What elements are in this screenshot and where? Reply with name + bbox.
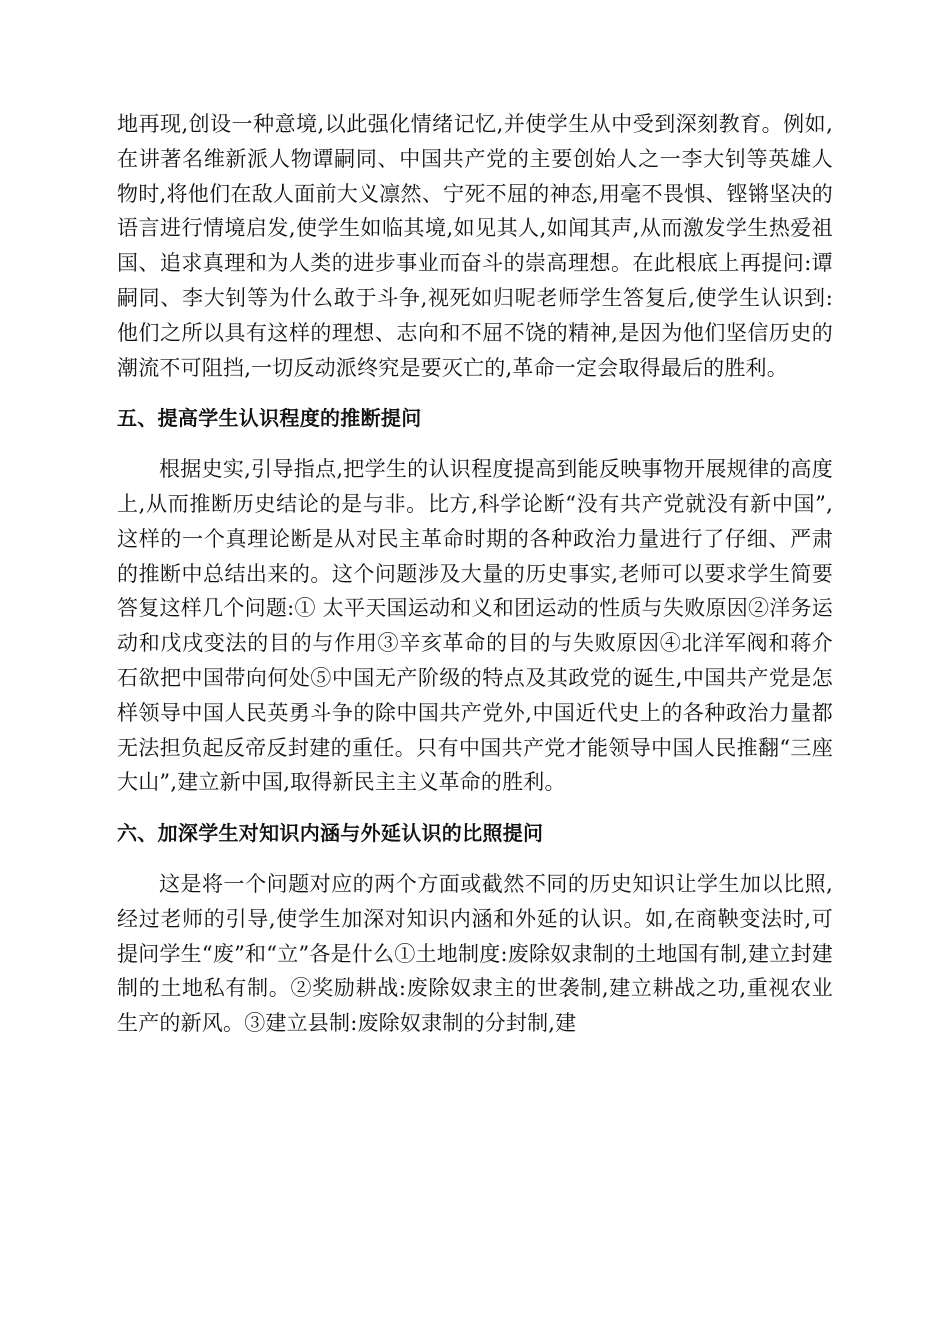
body-paragraph: 这是将一个问题对应的两个方面或截然不同的历史知识让学生加以比照,经过老师的引导,使学生加深对知识内涵和外延的认识。如,在商鞅变法时,可提问学生“废”和“立”各是什么①土地制度:废除奴隶制的土地国有制,建立封建制的土地私有制。②奖励耕战:废除奴隶主的世袭制,建立耕战之功,重视农业生产的新风。③建立县制:废除奴隶制的分封制,建 — [117, 871, 833, 1036]
section-heading: 六、加深学生对知识内涵与外延认识的比照提问 — [117, 821, 544, 846]
body-paragraph: 根据史实,引导指点,把学生的认识程度提高到能反映事物开展规律的高度上,从而推断历史结论的是与非。比方,科学论断“没有共产党就没有新中国”,这样的一个真理论断是从对民主革命时期的各种政治力量进行了仔细、严肃的推断中总结出来的。这个问题涉及大量的历史事实,老师可以要求学生简要答复这样几个问题:① 太平天国运动和义和团运动的性质与失败原因②洋务运动和戊戌变法的目的与作用③辛亥革命的目的与失败原因④北洋军阀和蒋介石欲把中国带向何处⑤中国无产阶级的特点及其政党的诞生,中国共产党是怎样领导中国人民英勇斗争的除中国共产党外,中国近代史上的各种政治力量都无法担负起反帝反封建的重任。只有中国共产党才能领导中国人民推翻“三座大山”,建立新中国,取得新民主主义革命的胜利。 — [117, 457, 833, 795]
document-page — [117, 107, 833, 1041]
section-heading: 五、提高学生认识程度的推断提问 — [117, 406, 422, 431]
body-paragraph: 地再现,创设一种意境,以此强化情绪记忆,并使学生从中受到深刻教育。例如,在讲著名维新派人物谭嗣同、中国共产党的主要创始人之一李大钊等英雄人物时,将他们在敌人面前大义凛然、宁死不屈的神态,用毫不畏惧、铿锵坚决的语言进行情境启发,使学生如临其境,如见其人,如闻其声,从而激发学生热爱祖国、追求真理和为人类的进步事业而奋斗的崇高理想。在此根底上再提问:谭嗣同、李大钊等为什么敢于斗争,视死如归呢老师学生答复后,使学生认识到:他们之所以具有这样的理想、志向和不屈不饶的精神,是因为他们坚信历史的潮流不可阻挡,一切反动派终究是要灭亡的,革命一定会取得最后的胜利。 — [117, 112, 833, 380]
